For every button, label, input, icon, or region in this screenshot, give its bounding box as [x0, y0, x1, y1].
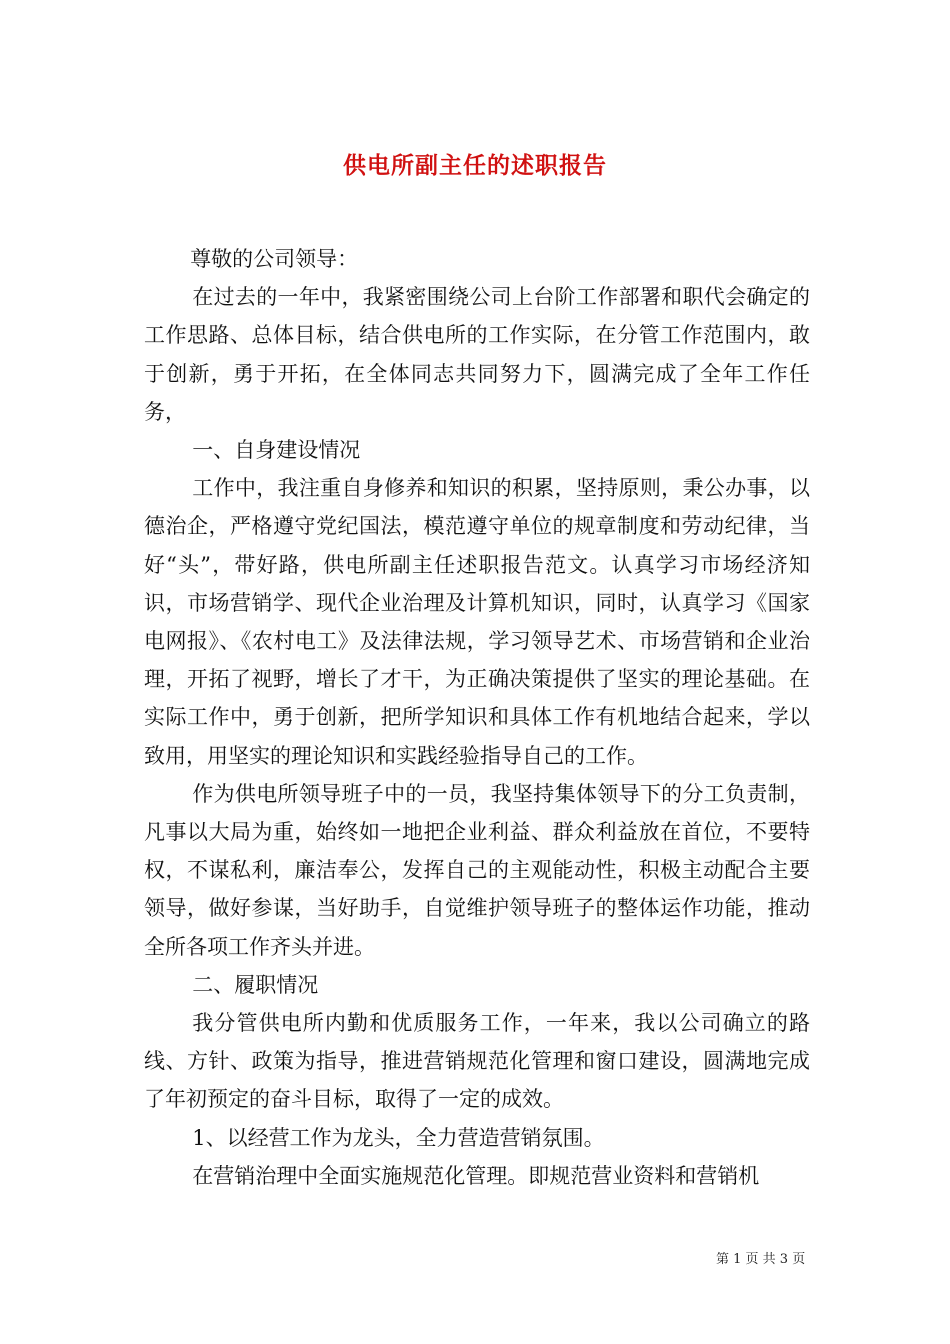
salutation: 尊敬的公司领导： — [190, 247, 359, 271]
paragraph-self-development: 工作中，我注重自身修养和知识的积累，坚持原则，秉公办事，以德治企，严格遵守党纪国法，模范遵守单位的规章制度和劳动纪律，当好“头”，带好路，供电所副主任述职报告范文。认真学习市场经济知识，市场营销学、现代企业治理及计算机知识，同时，认真学习《国家电网报》、《农村电工》及法律法规，学习领导艺术、市场营销和企业治理，开拓了视野，增长了才干，为正确决策提供了坚实的理论基础。在实际工作中，勇于创新，把所学知识和具体工作有机地结合起来，学以致用，用坚实的理论知识和实践经验指导自己的工作。 — [144, 476, 810, 768]
subheading-marketing: 1、以经营工作为龙头，全力营造营销氛围。 — [192, 1125, 605, 1150]
section-heading-self-development: 一、自身建设情况 — [192, 438, 361, 463]
paragraph-duties: 我分管供电所内勤和优质服务工作，一年来，我以公司确立的路线、方针、政策为指导，推进营销规范化管理和窗口建设，圆满地完成了年初预定的奋斗目标，取得了一定的成效。 — [144, 1011, 810, 1112]
document-body — [144, 240, 810, 1195]
page-number: 第 1 页 共 3 页 — [716, 1252, 806, 1267]
paragraph-intro: 在过去的一年中，我紧密围绕公司上台阶工作部署和职代会确定的工作思路、总体目标，结合供电所的工作实际，在分管工作范围内，敢于创新，勇于开拓，在全体同志共同努力下，圆满完成了全年工作任务， — [144, 285, 810, 424]
paragraph-marketing: 在营销治理中全面实施规范化管理。即规范营业资料和营销机 — [192, 1163, 760, 1188]
paragraph-team-role: 作为供电所领导班子中的一员，我坚持集体领导下的分工负责制，凡事以大局为重，始终如一地把企业利益、群众利益放在首位，不要特权，不谋私利，廉洁奉公，发挥自己的主观能动性，积极主动配合主要领导，做好参谋，当好助手，自觉维护领导班子的整体运作功能，推动全所各项工作齐头并进。 — [144, 781, 810, 959]
document-title: 供电所副主任的述职报告 — [343, 152, 607, 180]
section-heading-duties: 二、履职情况 — [192, 972, 319, 997]
